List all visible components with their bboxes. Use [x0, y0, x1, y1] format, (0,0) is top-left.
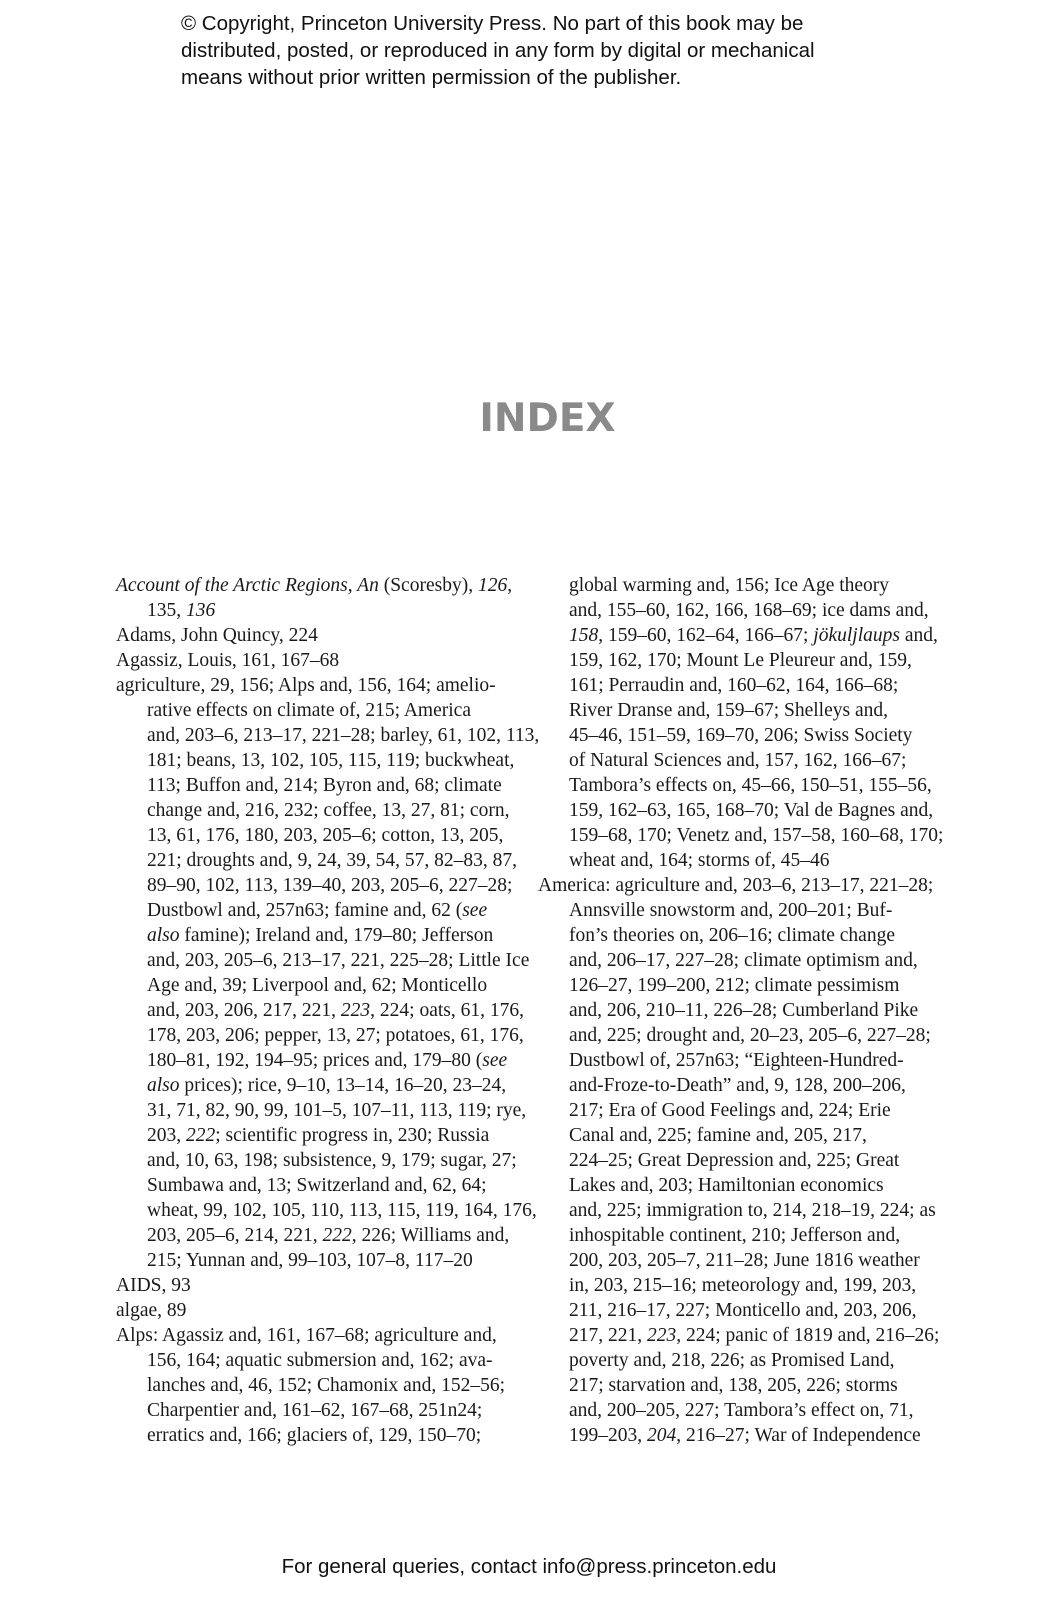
index-text: 126–27, 199–200, 212; climate pessimism: [569, 975, 900, 996]
index-text: global warming and, 156; Ice Age theory: [569, 575, 890, 596]
index-column-right: [538, 573, 944, 1448]
index-text: 45–46, 151–59, 169–70, 206; Swiss Society: [569, 725, 913, 746]
index-line: [538, 848, 938, 873]
index-line: [538, 998, 938, 1023]
index-line: [116, 1348, 516, 1373]
index-text: Canal and, 225; famine and, 205, 217,: [569, 1125, 867, 1146]
index-text: of Natural Sciences and, 157, 162, 166–67;: [569, 750, 907, 771]
index-text: 159, 162, 170; Mount Le Pleureur and, 159,: [569, 650, 912, 671]
index-text-italic: 223: [340, 1000, 371, 1021]
index-text: and, 206, 210–11, 226–28; Cumberland Pike: [569, 1000, 919, 1021]
index-text: America: agriculture and, 203–6, 213–17, 221–28;: [538, 875, 934, 896]
index-line: [116, 1223, 516, 1248]
index-text: 156, 164; aquatic submersion and, 162; ava-: [147, 1350, 493, 1371]
index-line: [116, 898, 516, 923]
index-line: [538, 623, 938, 648]
index-text: and, 203, 206, 217, 221,: [147, 1000, 341, 1021]
index-text: and-Froze-to-Death” and, 9, 128, 200–206,: [569, 1075, 906, 1096]
index-text: ; scientific progress in, 230; Russia: [215, 1125, 490, 1146]
index-text: , 226; Williams and,: [351, 1225, 510, 1246]
index-line: [116, 923, 516, 948]
index-line: [116, 723, 540, 748]
index-line: [116, 1148, 516, 1173]
index-text: inhospitable continent, 210; Jefferson and,: [569, 1225, 901, 1246]
index-text: 113; Buffon and, 214; Byron and, 68; climate: [147, 775, 502, 796]
index-line: [116, 673, 516, 698]
index-line: [538, 1023, 938, 1048]
index-line: [538, 1323, 938, 1348]
index-text: Age and, 39; Liverpool and, 62; Monticello: [147, 975, 488, 996]
index-line: [538, 1423, 938, 1448]
index-text: algae, 89: [116, 1300, 187, 1321]
index-line: [538, 1123, 938, 1148]
index-text: 217, 221,: [569, 1325, 647, 1346]
index-line: [116, 1273, 516, 1298]
index-line: [116, 598, 516, 623]
index-text: 217; Era of Good Feelings and, 224; Erie: [569, 1100, 891, 1121]
index-line: [538, 573, 938, 598]
index-text: Charpentier and, 161–62, 167–68, 251n24;: [147, 1400, 483, 1421]
index-line: [116, 1173, 516, 1198]
index-line: [538, 1348, 938, 1373]
footer-wrapper: [0, 1555, 1050, 1579]
index-text: 211, 216–17, 227; Monticello and, 203, 206,: [569, 1300, 917, 1321]
index-text: and, 155–60, 162, 166, 168–69; ice dams and,: [569, 600, 929, 621]
index-line: [116, 798, 516, 823]
index-text-italic: also: [147, 1075, 180, 1096]
index-line: [116, 573, 516, 598]
index-text: Lakes and, 203; Hamiltonian economics: [569, 1175, 884, 1196]
index-text: 181; beans, 13, 102, 105, 115, 119; buckwheat,: [147, 750, 515, 771]
index-line: [116, 1123, 516, 1148]
index-line: [116, 873, 516, 898]
index-line: [538, 1398, 938, 1423]
page-title: INDEX: [479, 396, 616, 441]
index-text: 161; Perraudin and, 160–62, 164, 166–68;: [569, 675, 899, 696]
index-text: erratics and, 166; glaciers of, 129, 150–70;: [147, 1425, 482, 1446]
index-text: Alps: Agassiz and, 161, 167–68; agriculture and,: [116, 1325, 497, 1346]
copyright-notice: [181, 10, 901, 91]
index-line: [538, 798, 938, 823]
index-text: 159, 162–63, 165, 168–70; Val de Bagnes and,: [569, 800, 934, 821]
index-text: Tambora’s effects on, 45–66, 150–51, 155–56,: [569, 775, 932, 796]
index-text: lanches and, 46, 152; Chamonix and, 152–56;: [147, 1375, 505, 1396]
index-line: [116, 998, 524, 1023]
index-text: change and, 216, 232; coffee, 13, 27, 81; corn,: [147, 800, 510, 821]
index-text: Dustbowl and, 257n63; famine and, 62 (: [147, 900, 463, 921]
index-text: 159–68, 170; Venetz and, 157–58, 160–68, 170;: [569, 825, 944, 846]
index-line: [538, 1273, 938, 1298]
index-text: 221; droughts and, 9, 24, 39, 54, 57, 82–83, 87,: [147, 850, 517, 871]
index-text: Agassiz, Louis, 161, 167–68: [116, 650, 340, 671]
index-text: prices); rice, 9–10, 13–14, 16–20, 23–24,: [179, 1075, 507, 1096]
index-line: [538, 598, 938, 623]
footer-contact-text: For general queries, contact info@press.princeton.edu: [281, 1555, 777, 1578]
index-line: [116, 1423, 516, 1448]
index-text: Dustbowl of, 257n63; “Eighteen-Hundred-: [569, 1050, 904, 1071]
index-text: 31, 71, 82, 90, 99, 101–5, 107–11, 113, 119; rye,: [147, 1100, 527, 1121]
index-text-italic: 136: [186, 600, 216, 621]
index-text: wheat and, 164; storms of, 45–46: [569, 850, 830, 871]
index-text-italic: see: [482, 1050, 508, 1071]
index-line: [116, 1373, 516, 1398]
index-text-italic: see: [462, 900, 488, 921]
index-line: [538, 873, 938, 898]
index-text: River Dranse and, 159–67; Shelleys and,: [569, 700, 888, 721]
index-line: [116, 1023, 524, 1048]
index-line: [116, 773, 516, 798]
index-text: fon’s theories on, 206–16; climate change: [569, 925, 895, 946]
index-line: [538, 898, 938, 923]
index-line: [538, 923, 938, 948]
index-line: [116, 1323, 516, 1348]
index-text: 203,: [147, 1125, 186, 1146]
index-line: [538, 1098, 938, 1123]
index-text: and, 203–6, 213–17, 221–28; barley, 61, 102, 113,: [147, 725, 540, 746]
index-line: [116, 823, 516, 848]
index-text: Annsville snowstorm and, 200–201; Buf-: [569, 900, 893, 921]
index-text: , 216–27; War of Independence: [676, 1425, 921, 1446]
index-line: [116, 973, 516, 998]
index-text: , 159–60, 162–64, 166–67;: [598, 625, 814, 646]
index-line: [116, 1248, 516, 1273]
index-line: [538, 1198, 938, 1223]
copyright-line: means without prior written permission of the publisher.: [181, 66, 682, 89]
page-title-wrapper: [0, 396, 1050, 441]
index-line: [538, 1048, 938, 1073]
index-text-italic: 126: [477, 575, 508, 596]
index-text: 135,: [147, 600, 186, 621]
index-line: [538, 748, 938, 773]
index-text: 89–90, 102, 113, 139–40, 203, 205–6, 227–28;: [147, 875, 513, 896]
index-text: and, 225; immigration to, 214, 218–19, 224; as: [569, 1200, 936, 1221]
index-text: and, 203, 205–6, 213–17, 221, 225–28; Little Ice: [147, 950, 530, 971]
index-text: 13, 61, 176, 180, 203, 205–6; cotton, 13, 205,: [147, 825, 504, 846]
index-text: (Scoresby),: [378, 575, 478, 596]
index-text: 217; starvation and, 138, 205, 226; storms: [569, 1375, 898, 1396]
index-line: [538, 1073, 938, 1098]
index-text: Sumbawa and, 13; Switzerland and, 62, 64;: [147, 1175, 487, 1196]
index-line: [116, 698, 516, 723]
index-text: 180–81, 192, 194–95; prices and, 179–80 (: [147, 1050, 483, 1071]
index-text: and, 206–17, 227–28; climate optimism and,: [569, 950, 918, 971]
index-line: [538, 723, 938, 748]
index-text-italic: 223: [647, 1325, 677, 1346]
index-text: and, 10, 63, 198; subsistence, 9, 179; sugar, 27;: [147, 1150, 517, 1171]
index-text: 199–203,: [569, 1425, 647, 1446]
index-text-italic: 158: [569, 625, 599, 646]
index-text: 178, 203, 206; pepper, 13, 27; potatoes, 61, 176,: [147, 1025, 524, 1046]
index-line: [116, 1048, 516, 1073]
index-line: [116, 648, 516, 673]
index-text-italic: Account of the Arctic Regions, An: [116, 575, 379, 596]
copyright-line: distributed, posted, or reproduced in any form by digital or mechanical: [181, 39, 815, 62]
index-line: [116, 1398, 516, 1423]
index-line: [116, 748, 516, 773]
index-text: 224–25; Great Depression and, 225; Great: [569, 1150, 900, 1171]
index-line: [116, 1098, 527, 1123]
index-line: [116, 1298, 516, 1323]
index-text: wheat, 99, 102, 105, 110, 113, 115, 119, 164, 176,: [147, 1200, 537, 1221]
index-text: famine); Ireland and, 179–80; Jefferson: [179, 925, 494, 946]
index-text: , 224; panic of 1819 and, 216–26;: [676, 1325, 940, 1346]
index-line: [538, 1173, 938, 1198]
index-line: [538, 1298, 938, 1323]
index-line: [538, 773, 938, 798]
index-line: [538, 698, 938, 723]
index-line: [538, 673, 938, 698]
index-line: [116, 1073, 516, 1098]
index-text-italic: also: [147, 925, 180, 946]
index-text-italic: 222: [186, 1125, 216, 1146]
index-line: [116, 948, 530, 973]
index-line: [116, 848, 516, 873]
index-text: Adams, John Quincy, 224: [116, 625, 318, 646]
index-text: rative effects on climate of, 215; America: [147, 700, 471, 721]
index-line: [538, 1373, 938, 1398]
index-text-italic: 222: [322, 1225, 352, 1246]
index-line: [116, 1198, 537, 1223]
index-line: [538, 948, 938, 973]
index-text: 203, 205–6, 214, 221,: [147, 1225, 323, 1246]
index-line: [538, 1148, 938, 1173]
index-line: [116, 623, 516, 648]
index-text: and, 225; drought and, 20–23, 205–6, 227–28;: [569, 1025, 931, 1046]
index-text: , 224; oats, 61, 176,: [370, 1000, 524, 1021]
index-text: AIDS, 93: [116, 1275, 191, 1296]
index-text: poverty and, 218, 226; as Promised Land,: [569, 1350, 895, 1371]
index-text: in, 203, 215–16; meteorology and, 199, 203,: [569, 1275, 917, 1296]
index-line: [538, 648, 938, 673]
index-text: ,: [507, 575, 513, 596]
index-line: [538, 1248, 938, 1273]
index-text: 215; Yunnan and, 99–103, 107–8, 117–20: [147, 1250, 473, 1271]
index-line: [538, 1223, 938, 1248]
index-text: agriculture, 29, 156; Alps and, 156, 164; amelio-: [116, 675, 496, 696]
index-text: and,: [899, 625, 938, 646]
index-line: [538, 973, 938, 998]
copyright-line: © Copyright, Princeton University Press. No part of this book may be: [181, 12, 804, 35]
index-text: 200, 203, 205–7, 211–28; June 1816 weather: [569, 1250, 920, 1271]
index-text-italic: jökuljlaups: [813, 625, 900, 646]
index-line: [538, 823, 944, 848]
index-column-left: [116, 573, 540, 1448]
index-text: and, 200–205, 227; Tambora’s effect on, 71,: [569, 1400, 914, 1421]
index-text-italic: 204: [647, 1425, 677, 1446]
